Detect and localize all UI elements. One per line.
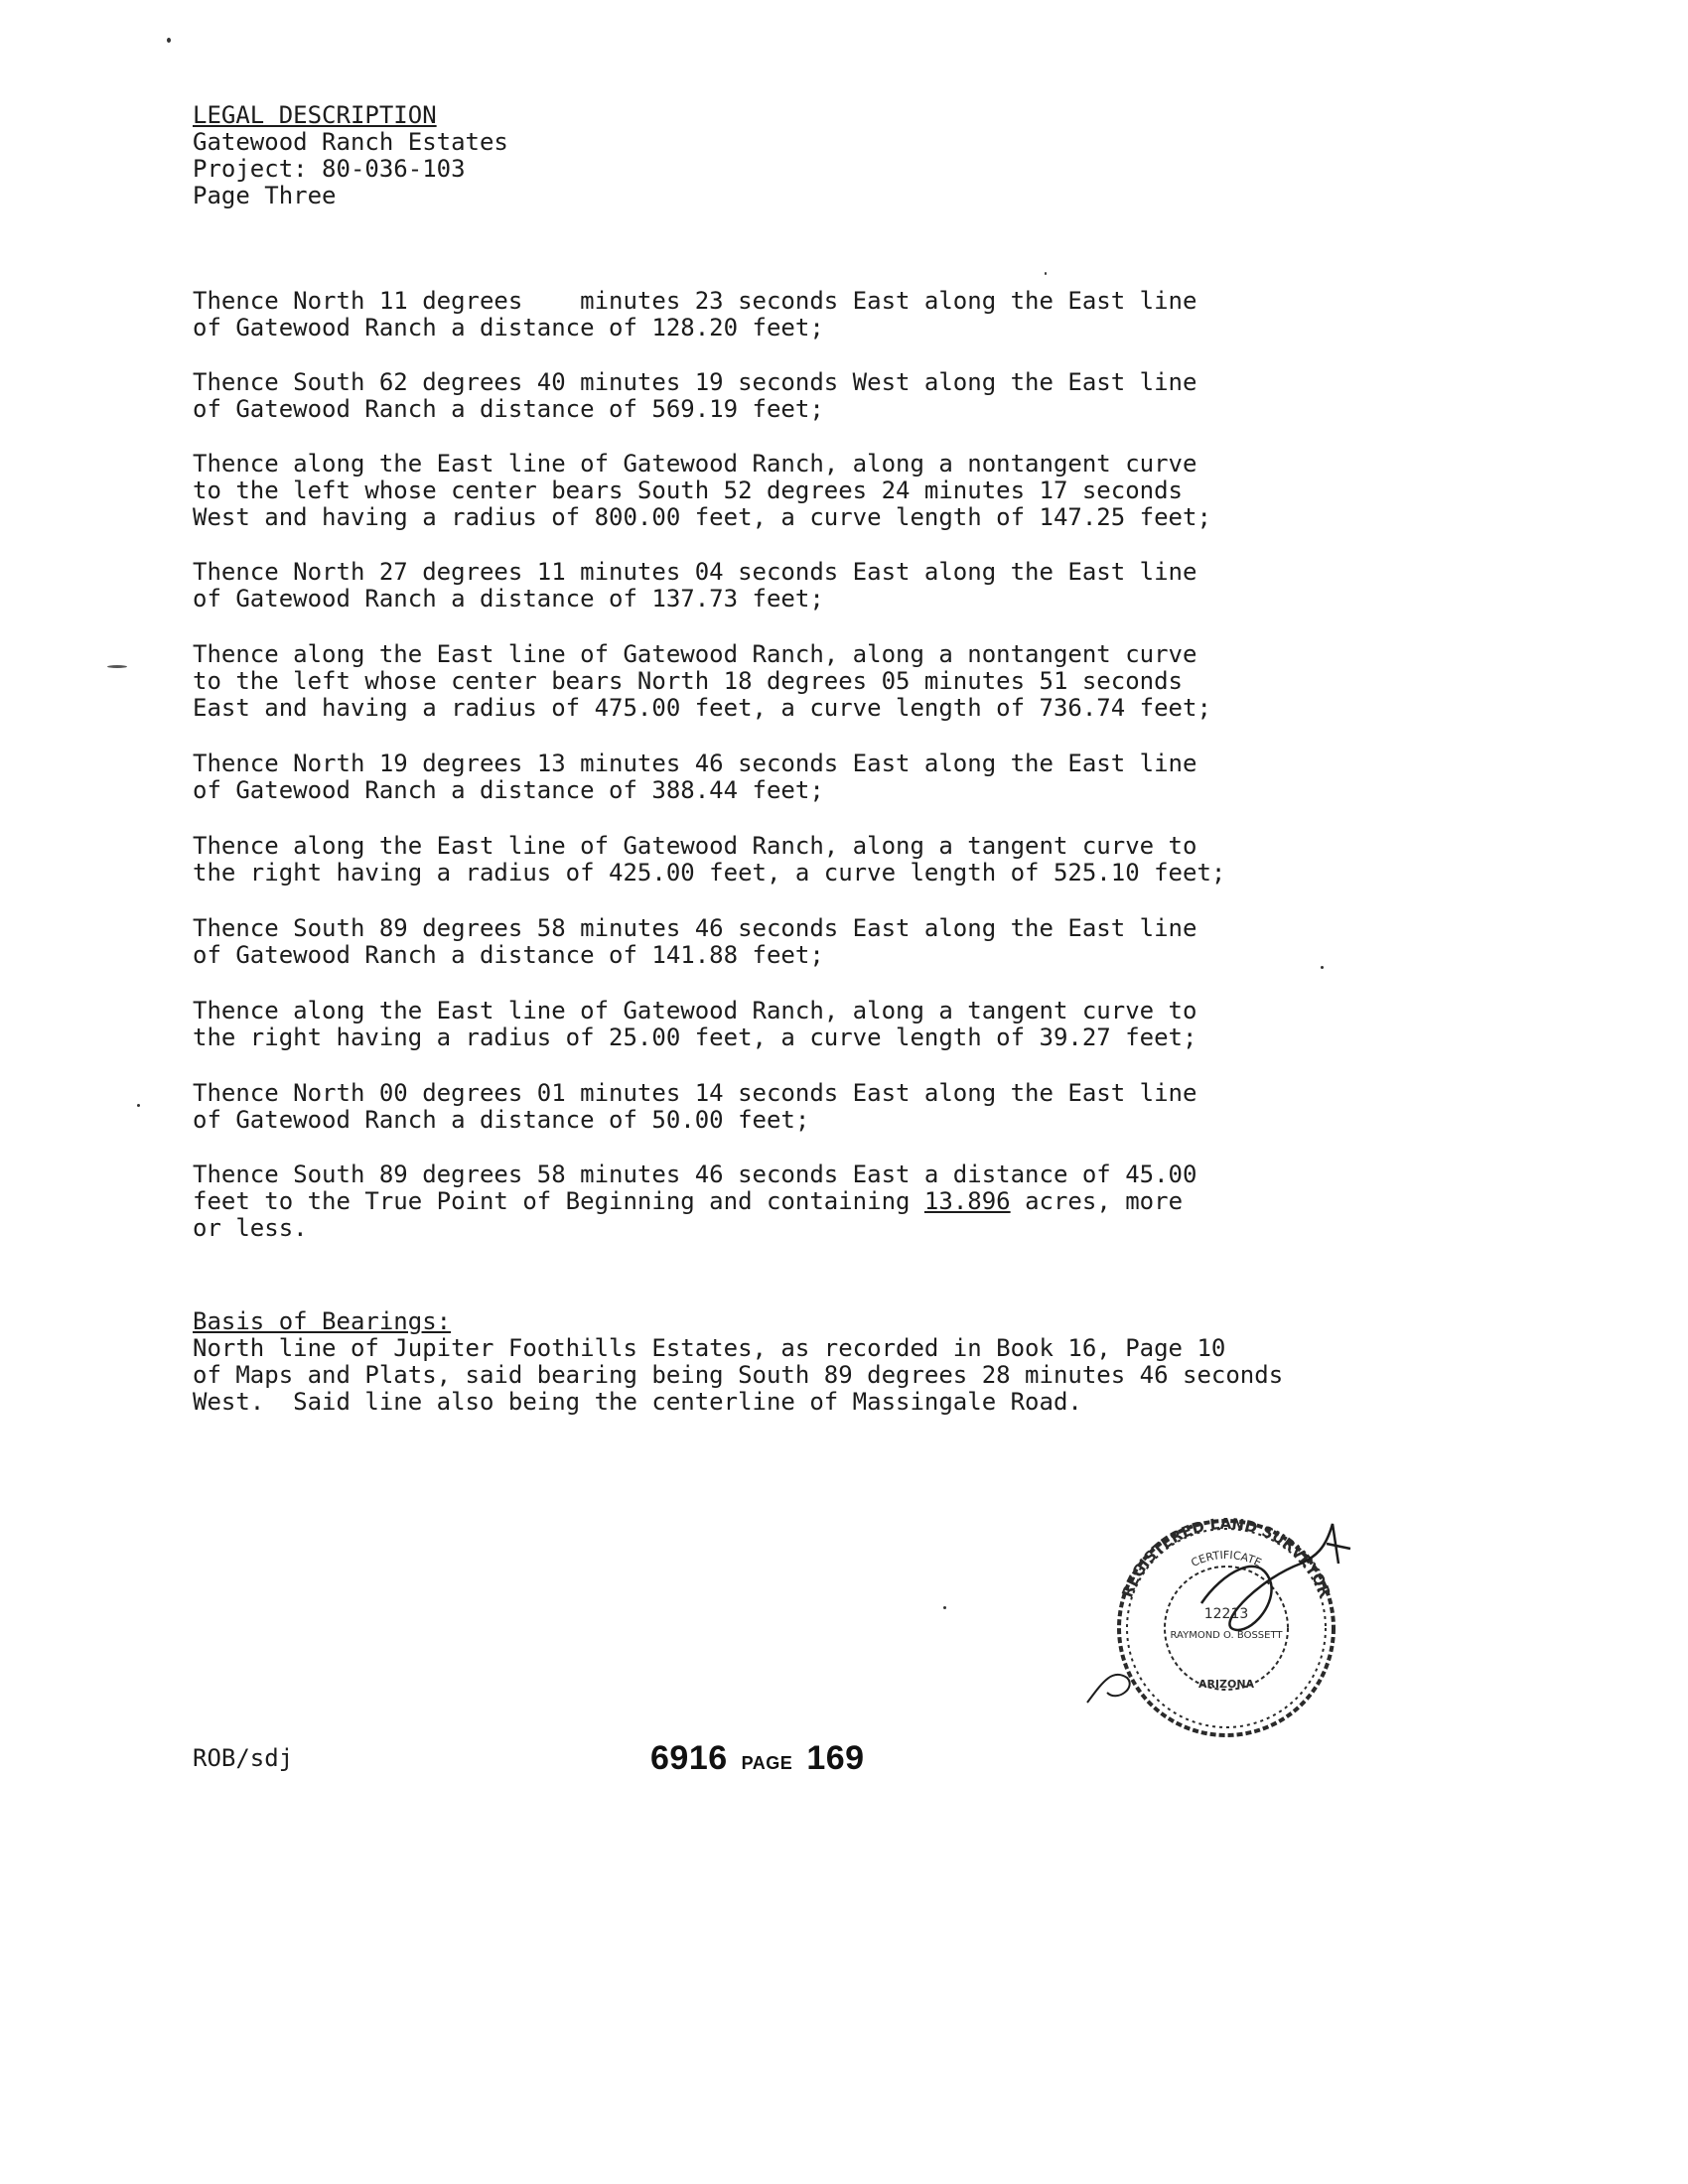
- acreage-value: 13.896: [923, 1187, 1011, 1215]
- page-label: Page Three: [193, 182, 337, 209]
- seal-state: ARIZONA: [1197, 1678, 1255, 1691]
- course-paragraph-9: Thence along the East line of Gatewood Ranch, along a tangent curve to the right having a radius of 25.00 feet, a curve length of 39.27 feet;: [193, 997, 1197, 1051]
- course-paragraph-7: Thence along the East line of Gatewood Ranch, along a tangent curve to the right having a radius of 425.00 feet, a curve length of 525.10 feet;: [193, 832, 1226, 887]
- scan-speck: [137, 1104, 140, 1107]
- subdivision-name: Gatewood Ranch Estates: [193, 128, 508, 156]
- basis-of-bearings-title: Basis of Bearings:: [193, 1307, 452, 1335]
- final-course-paragraph: [193, 1161, 1444, 1242]
- seal-number: 12213: [1203, 1606, 1249, 1622]
- course-paragraph-1: Thence North 11 degrees minutes 23 seconds East along the East line of Gatewood Ranch a distance of 128.20 feet;: [193, 287, 1197, 341]
- course-paragraph-10: Thence North 00 degrees 01 minutes 14 seconds East along the East line of Gatewood Ranch a distance of 50.00 feet;: [193, 1079, 1197, 1134]
- seal-arc-label: REGISTERED LAND SURVEYOR: [1118, 1514, 1335, 1600]
- scan-speck: [1321, 966, 1324, 969]
- document-title: LEGAL DESCRIPTION: [193, 101, 437, 129]
- scan-speck: [167, 38, 171, 43]
- seal-surveyor-name: RAYMOND O. BOSSETT: [1170, 1630, 1283, 1641]
- basis-of-bearings-text: North line of Jupiter Foothills Estates, as recorded in Book 16, Page 10 of Maps and Plats, said bearing being South 89 degrees 28 minutes 46 seconds West. Said line also being the centerline of Massingale Road.: [193, 1334, 1284, 1416]
- surveyor-seal: [1072, 1489, 1380, 1757]
- book-number: 6916: [650, 1739, 728, 1777]
- course-paragraph-8: Thence South 89 degrees 58 minutes 46 seconds East along the East line of Gatewood Ranch a distance of 141.88 feet;: [193, 914, 1197, 969]
- scan-speck: [107, 665, 127, 668]
- course-paragraph-2: Thence South 62 degrees 40 minutes 19 seconds West along the East line of Gatewood Ranch a distance of 569.19 feet;: [193, 368, 1197, 423]
- author-initials: ROB/sdj: [193, 1744, 294, 1772]
- course-paragraph-5: Thence along the East line of Gatewood Ranch, along a nontangent curve to the left whose center bears North 18 degrees 05 minutes 51 seconds East and having a radius of 475.00 feet, a curve length of 736.74 feet;: [193, 640, 1211, 722]
- final-course-tail: acres, more or less.: [193, 1187, 1184, 1242]
- course-paragraph-6: Thence North 19 degrees 13 minutes 46 seconds East along the East line of Gatewood Ranch a distance of 388.44 feet;: [193, 750, 1197, 804]
- scan-speck: [1045, 272, 1047, 275]
- page-word: PAGE: [741, 1753, 793, 1773]
- course-paragraph-4: Thence North 27 degrees 11 minutes 04 seconds East along the East line of Gatewood Ranch a distance of 137.73 feet;: [193, 558, 1197, 613]
- signature-tail-mark: [1087, 1675, 1130, 1703]
- document-header: [193, 102, 508, 209]
- final-course-text: Thence South 89 degrees 58 minutes 46 seconds East a distance of 45.00 feet to the True Point of Beginning and containing: [193, 1160, 1197, 1215]
- seal-certificate-label: CERTIFICATE: [1189, 1548, 1264, 1570]
- page-number: 169: [806, 1739, 865, 1777]
- book-page-stamp: [650, 1739, 865, 1778]
- project-number: Project: 80-036-103: [193, 155, 466, 183]
- scan-speck: [943, 1606, 946, 1609]
- seal-inner-ring: [1165, 1567, 1288, 1690]
- course-paragraph-3: Thence along the East line of Gatewood Ranch, along a nontangent curve to the left whose center bears South 52 degrees 24 minutes 17 seconds West and having a radius of 800.00 feet, a curve length of 147.25 feet;: [193, 450, 1211, 531]
